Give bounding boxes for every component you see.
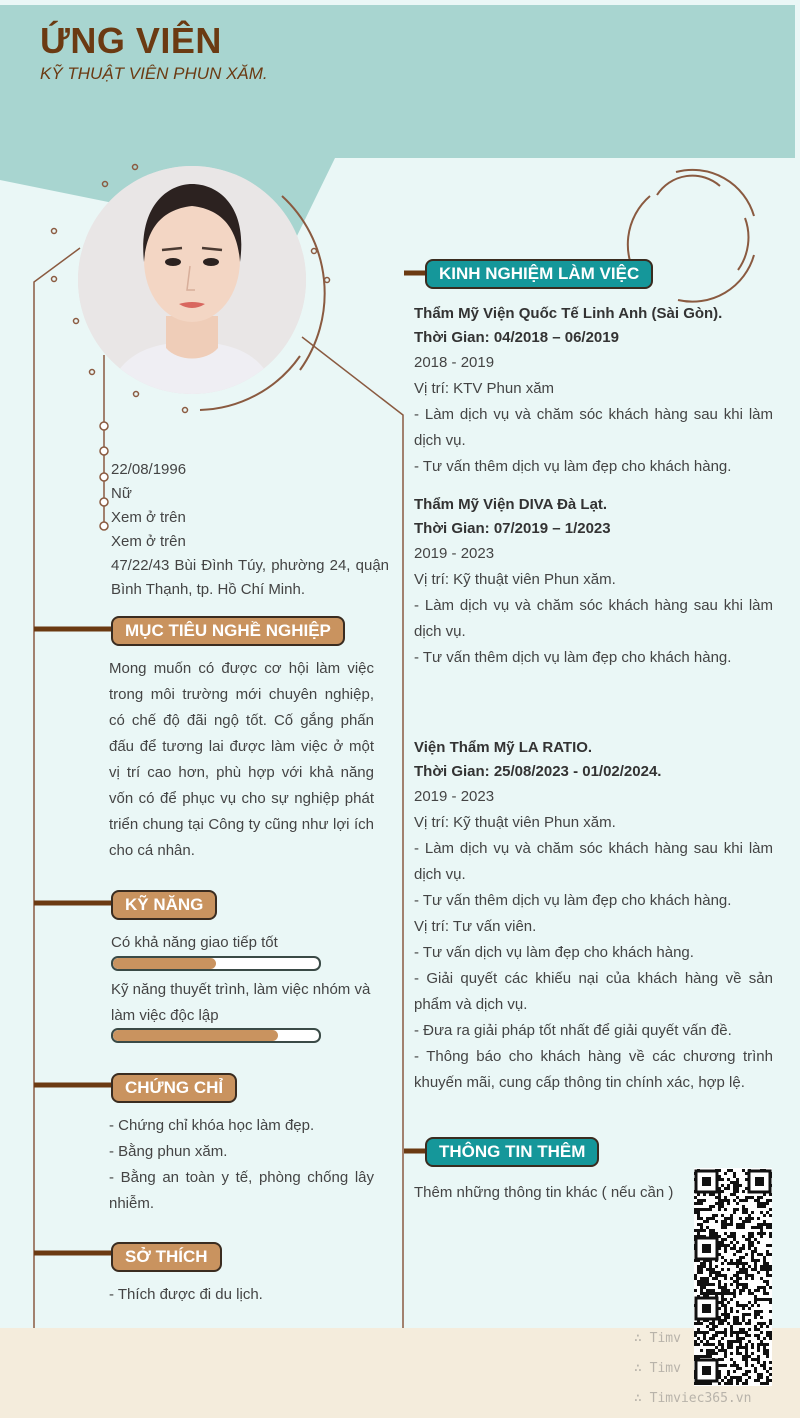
certificate-item: - Chứng chỉ khóa học làm đẹp. xyxy=(109,1117,315,1134)
birthday: 22/08/1996 xyxy=(111,461,187,478)
watermark-text: ∴ Timv xyxy=(634,1331,681,1346)
hobby-item: - Thích được đi du lịch. xyxy=(109,1286,263,1303)
job-time: Thời Gian: 25/08/2023 - 01/02/2024. xyxy=(414,763,662,780)
job-entry xyxy=(414,493,773,671)
job-line: 2019 - 2023 xyxy=(414,788,495,805)
job-line: - Tư vấn thêm dịch vụ làm đẹp cho khách hàng. xyxy=(414,892,732,909)
job-line: - Tư vấn thêm dịch vụ làm đẹp cho khách hàng. xyxy=(414,458,732,475)
job-entry xyxy=(414,736,773,1096)
objective-text: Mong muốn có được cơ hội làm việc trong môi trường mới chuyên nghiệp, có chế độ đãi ngộ tốt. Cố gắng phấn đấu để tương lai được làm việc ở một vị trí cao hơn, phù hợp với khả năng vốn có để phục vụ cho sự nghiệp phát triển chung tại Công ty cũng như lợi ích cho cá nhân. xyxy=(109,660,374,859)
job-line: - Làm dịch vụ và chăm sóc khách hàng sau khi làm dịch vụ. xyxy=(414,597,773,640)
certificates-title: CHỨNG CHỈ xyxy=(111,1073,237,1103)
qr-code xyxy=(694,1168,772,1386)
job-line: 2019 - 2023 xyxy=(414,545,495,562)
candidate-name: ỨNG VIÊN xyxy=(40,20,222,61)
job-line: - Giải quyết các khiếu nại của khách hàng về sản phẩm và dịch vụ. xyxy=(414,970,773,1013)
left-timeline-line xyxy=(34,248,80,1328)
job-company: Viện Thẩm Mỹ LA RATIO. xyxy=(414,739,593,756)
certificate-item: - Bằng phun xăm. xyxy=(109,1143,228,1160)
skill-bar xyxy=(111,956,321,971)
skill-label: Có khả năng giao tiếp tốt xyxy=(111,934,278,951)
objective-title: MỤC TIÊU NGHỀ NGHIỆP xyxy=(111,616,345,646)
skill-bar-fill xyxy=(113,1030,278,1041)
job-line: - Tư vấn dịch vụ làm đẹp cho khách hàng. xyxy=(414,944,694,961)
job-line: - Làm dịch vụ và chăm sóc khách hàng sau khi làm dịch vụ. xyxy=(414,406,773,449)
job-entry xyxy=(414,302,773,480)
job-line: Vị trí: Kỹ thuật viên Phun xăm. xyxy=(414,814,616,831)
job-line: Vị trí: Kỹ thuật viên Phun xăm. xyxy=(414,571,616,588)
job-line: 2018 - 2019 xyxy=(414,354,495,371)
avatar xyxy=(78,166,306,394)
certificate-list xyxy=(109,1113,374,1217)
job-company: Thẩm Mỹ Viện DIVA Đà Lạt. xyxy=(414,496,608,513)
skills-title: KỸ NĂNG xyxy=(111,890,217,920)
skill-bar-fill xyxy=(113,958,216,969)
job-line: - Thông báo cho khách hàng về các chương trình khuyến mãi, cung cấp thông tin chính xác, hợp lệ. xyxy=(414,1048,773,1091)
experience-title: KINH NGHIỆM LÀM VIỆC xyxy=(425,259,653,289)
extra-info-title: THÔNG TIN THÊM xyxy=(425,1137,599,1167)
job-line: - Tư vấn thêm dịch vụ làm đẹp cho khách hàng. xyxy=(414,649,732,666)
job-line: Vị trí: KTV Phun xăm xyxy=(414,380,555,397)
certificate-item: - Bằng an toàn y tế, phòng chống lây nhiễm. xyxy=(109,1169,374,1212)
job-time: Thời Gian: 04/2018 – 06/2019 xyxy=(414,329,619,346)
hobbies-title: SỞ THÍCH xyxy=(111,1242,222,1272)
email: Xem ở trên xyxy=(111,533,186,550)
qr-code-graphic xyxy=(694,1168,772,1386)
job-time: Thời Gian: 07/2019 – 1/2023 xyxy=(414,520,611,537)
portrait-illustration xyxy=(78,166,306,394)
job-line: Vị trí: Tư vấn viên. xyxy=(414,918,537,935)
gender: Nữ xyxy=(111,485,132,502)
watermark-text: ∴ Timv xyxy=(634,1361,681,1376)
skill-bar xyxy=(111,1028,321,1043)
address: 47/22/43 Bùi Đình Túy, phường 24, quận Bình Thạnh, tp. Hồ Chí Minh. xyxy=(111,557,389,598)
extra-info-text: Thêm những thông tin khác ( nếu cần ) xyxy=(414,1184,674,1201)
watermark-text: ∴ Timviec365.vn xyxy=(634,1391,752,1406)
candidate-role: KỸ THUẬT VIÊN PHUN XĂM. xyxy=(40,64,268,83)
job-line: - Đưa ra giải pháp tốt nhất để giải quyết vấn đề. xyxy=(414,1022,732,1039)
skill-label: Kỹ năng thuyết trình, làm việc nhóm và làm việc độc lập xyxy=(111,981,371,1024)
phone: Xem ở trên xyxy=(111,509,186,526)
job-company: Thẩm Mỹ Viện Quốc Tế Linh Anh (Sài Gòn). xyxy=(414,305,723,322)
job-line: - Làm dịch vụ và chăm sóc khách hàng sau khi làm dịch vụ. xyxy=(414,840,773,883)
